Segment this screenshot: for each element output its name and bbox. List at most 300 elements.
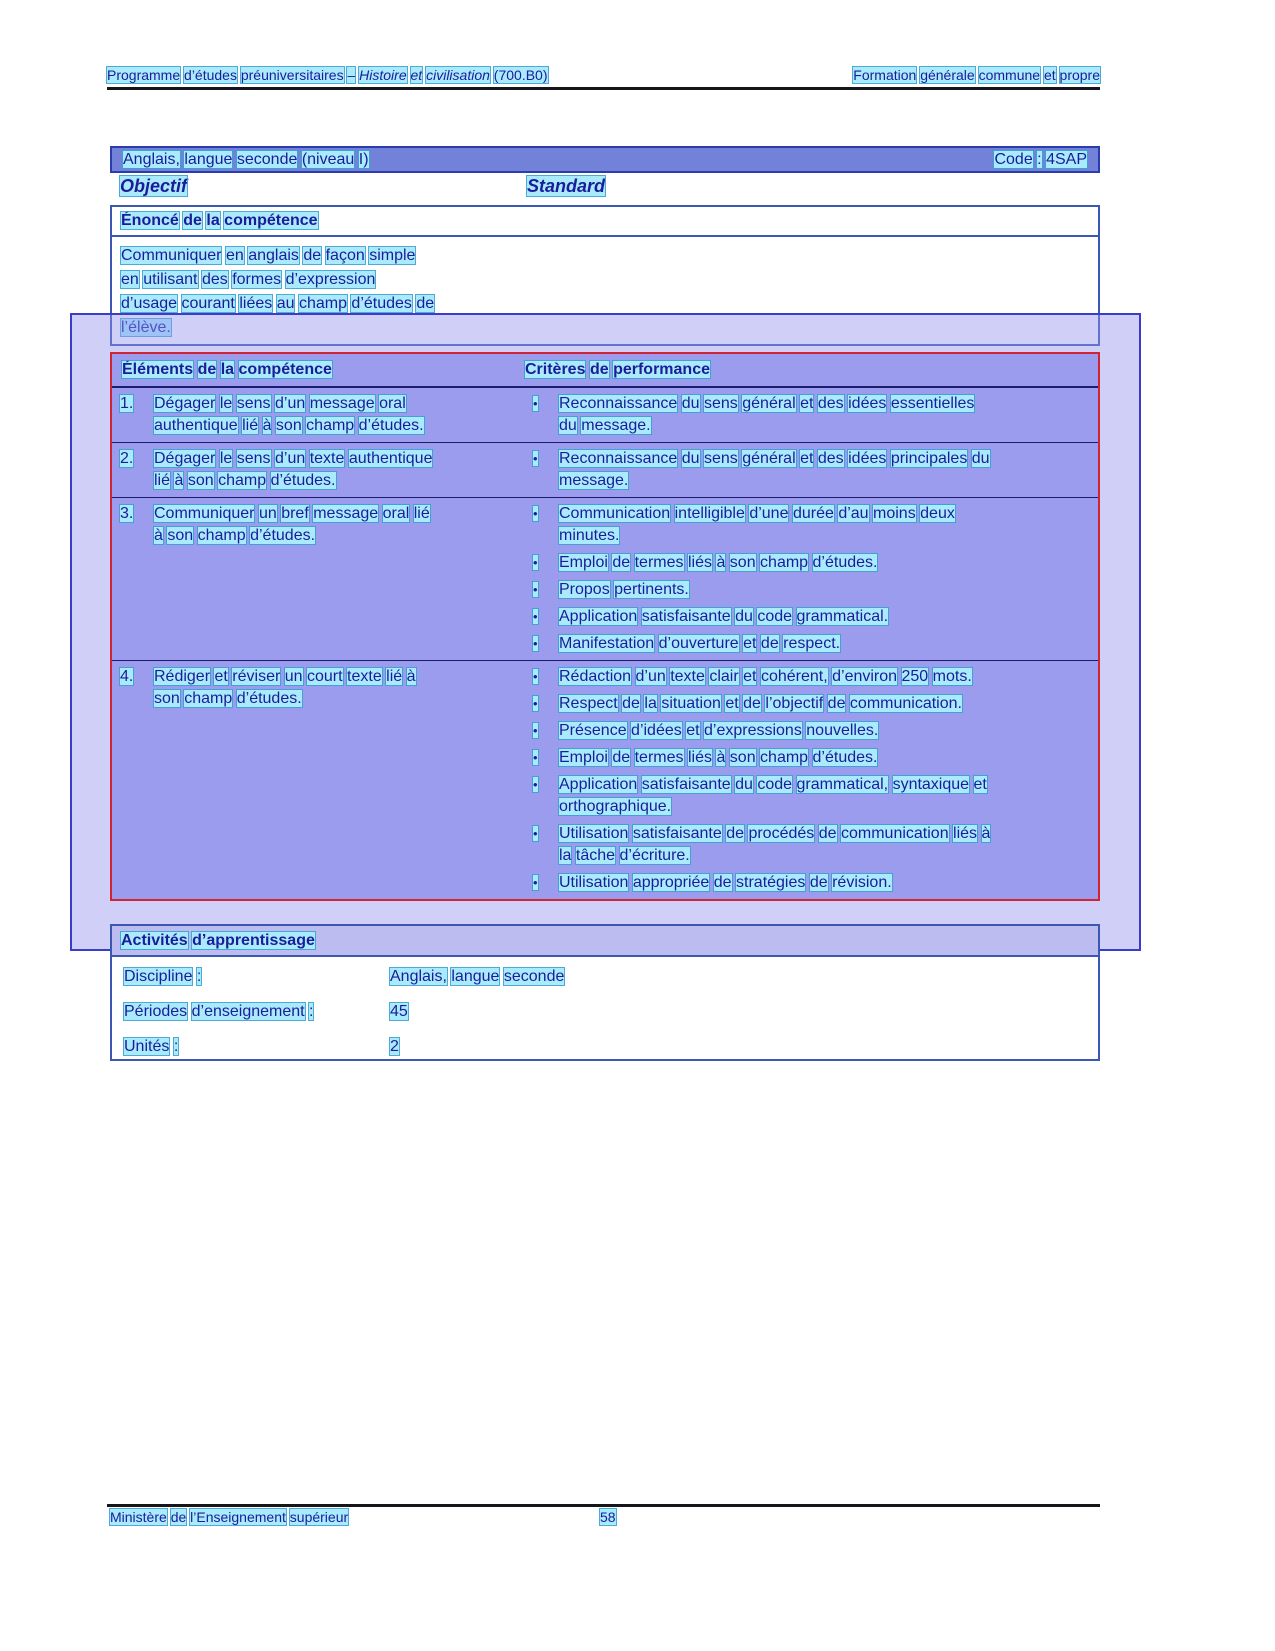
criterion	[525, 747, 1088, 769]
word: et	[1043, 67, 1056, 83]
word: de	[743, 695, 761, 712]
word: Activités	[121, 932, 188, 949]
word: texte	[670, 668, 705, 685]
bullet-icon	[525, 720, 559, 742]
criterion-line	[559, 579, 1088, 601]
enonce-line	[121, 316, 1089, 340]
table-row	[112, 443, 1098, 498]
word: champ	[298, 295, 347, 312]
criterion	[525, 774, 1088, 818]
criterion-line	[559, 552, 1088, 574]
word: •	[533, 451, 538, 466]
table-row	[112, 498, 1098, 661]
bullet-icon	[525, 503, 559, 547]
word: Utilisation	[559, 825, 629, 842]
bullet-icon	[525, 747, 559, 769]
criterion-text	[559, 503, 1088, 547]
row-number	[120, 448, 154, 492]
standard-heading	[527, 176, 605, 197]
word: d’un	[635, 668, 666, 685]
criterion-line	[559, 525, 1088, 547]
word: termes	[634, 749, 684, 766]
word: lié	[413, 505, 430, 522]
word: moins	[873, 505, 916, 522]
field-value	[390, 1036, 399, 1058]
word: de	[726, 825, 744, 842]
activites-field	[124, 1036, 1086, 1058]
word: Histoire	[359, 67, 407, 83]
word: Communiquer	[154, 505, 255, 522]
word: Dégager	[154, 395, 216, 412]
word: (700.B0)	[493, 67, 548, 83]
activites-field	[124, 966, 1086, 988]
word: Code	[994, 150, 1033, 168]
word: son	[729, 554, 756, 571]
word: d’enseignement	[191, 1003, 305, 1020]
word: •	[533, 777, 538, 792]
word: texte	[347, 668, 382, 685]
word: sens	[236, 395, 271, 412]
word: son	[187, 472, 214, 489]
word: Périodes	[124, 1003, 188, 1020]
footer-text	[110, 1509, 348, 1525]
word: minutes.	[559, 527, 620, 544]
word: 1.	[120, 395, 134, 412]
word: 58	[600, 1509, 616, 1525]
word: l’Enseignement	[190, 1509, 286, 1525]
word: à	[154, 527, 163, 544]
word: communication.	[849, 695, 962, 712]
word: langue	[184, 150, 233, 168]
criterion-line	[559, 415, 1088, 437]
doc-header-left-suffix	[494, 67, 548, 83]
word: de	[197, 361, 217, 378]
element-cell	[112, 666, 525, 894]
element-line	[154, 393, 514, 415]
word: lié	[386, 668, 403, 685]
word: un	[284, 668, 303, 685]
criterion	[525, 393, 1088, 437]
word: de	[612, 554, 631, 571]
word: •	[533, 506, 538, 521]
word: de	[170, 1509, 187, 1525]
word: performance	[613, 361, 710, 378]
word: d’ouverture	[658, 635, 739, 652]
word: •	[533, 750, 538, 765]
criterion	[525, 666, 1088, 688]
criterion-line	[559, 693, 1088, 715]
word: message.	[559, 472, 629, 489]
criterion-text	[559, 448, 1088, 492]
word: bref	[281, 505, 309, 522]
footer-rule	[107, 1504, 1100, 1507]
word: de	[809, 874, 828, 891]
word: Anglais,	[390, 968, 447, 985]
word: seconde	[503, 968, 565, 985]
word: Standard	[527, 176, 606, 196]
word: son	[167, 527, 194, 544]
word: utilisant	[143, 271, 198, 288]
row-number	[120, 393, 154, 437]
word: •	[533, 826, 538, 841]
word: Application	[559, 776, 638, 793]
bullet-icon	[525, 633, 559, 655]
word: •	[533, 669, 538, 684]
enonce-heading	[112, 207, 1098, 237]
element-cell	[112, 503, 525, 655]
word: champ	[760, 749, 809, 766]
word: Objectif	[120, 176, 188, 196]
word: et	[686, 722, 700, 739]
word: procédés	[748, 825, 815, 842]
element-line	[154, 415, 514, 437]
word: Reconnaissance	[559, 395, 678, 412]
doc-header-left	[107, 66, 548, 84]
word: message	[313, 505, 379, 522]
word: d’un	[274, 450, 306, 467]
word: cohérent,	[760, 668, 828, 685]
course-code	[994, 151, 1087, 169]
activites-body	[110, 957, 1100, 1061]
criterion-line	[559, 448, 1088, 470]
element-text	[154, 393, 514, 437]
word: Utilisation	[559, 874, 629, 891]
word: la	[206, 212, 220, 229]
criterion-line	[559, 774, 1088, 796]
word: d’apprentissage	[192, 932, 315, 949]
word: l’objectif	[765, 695, 824, 712]
word: lié	[154, 472, 171, 489]
word: texte	[309, 450, 345, 467]
word: code	[757, 776, 793, 793]
word: clair	[709, 668, 739, 685]
criterion	[525, 503, 1088, 547]
word: 3.	[120, 505, 134, 522]
activites-field	[124, 1001, 1086, 1023]
word: sens	[704, 450, 738, 467]
element-line	[154, 470, 514, 492]
word: au	[276, 295, 295, 312]
word: Éléments	[122, 361, 194, 378]
word: 250	[901, 668, 929, 685]
word: Anglais,	[123, 150, 180, 168]
word: stratégies	[736, 874, 806, 891]
criterion-text	[559, 633, 1088, 655]
word: champ	[306, 417, 355, 434]
word: code	[757, 608, 793, 625]
enonce-box	[110, 205, 1100, 346]
bullet-icon	[525, 552, 559, 574]
table-header-row	[112, 354, 1098, 388]
word: à	[262, 417, 272, 434]
word: 2.	[120, 450, 134, 467]
word: d’études.	[250, 527, 316, 544]
table-header-criteres	[525, 359, 710, 381]
word: Dégager	[154, 450, 216, 467]
word: du	[681, 395, 700, 412]
word: Programme	[107, 67, 181, 83]
criterion-text	[559, 693, 1088, 715]
word: Rédaction	[559, 668, 632, 685]
element-cell	[112, 448, 525, 492]
word: du	[971, 450, 990, 467]
word: Emploi	[559, 749, 608, 766]
word: propre	[1059, 67, 1100, 83]
word: des	[817, 450, 844, 467]
word: champ	[760, 554, 809, 571]
word: la	[559, 847, 572, 864]
field-label	[124, 966, 390, 988]
bullet-icon	[525, 579, 559, 601]
word: •	[533, 696, 538, 711]
criterion-text	[559, 823, 1088, 867]
word: d’études.	[358, 417, 424, 434]
word: satisfaisante	[641, 608, 731, 625]
word: général	[742, 450, 796, 467]
word: liées	[239, 295, 273, 312]
word: de	[622, 695, 640, 712]
word: de	[183, 212, 202, 229]
word: champ	[197, 527, 246, 544]
word: d’un	[274, 395, 306, 412]
criteria-cell	[525, 666, 1098, 894]
element-cell	[112, 393, 525, 437]
word: •	[533, 875, 538, 890]
doc-header-left-prefix	[107, 67, 355, 83]
word: façon	[325, 247, 365, 264]
criterion	[525, 606, 1088, 628]
word: d’études.	[270, 472, 336, 489]
bullet-icon	[525, 606, 559, 628]
word: 4.	[120, 668, 134, 685]
word: du	[735, 776, 753, 793]
word: d’expressions	[704, 722, 802, 739]
element-text	[154, 503, 514, 655]
word: langue	[451, 968, 500, 985]
doc-header	[107, 66, 1100, 84]
element-line	[154, 448, 514, 470]
word: pertinents.	[614, 581, 689, 598]
enonce-body	[112, 237, 1098, 347]
word: de	[589, 361, 609, 378]
criteria-cell	[525, 393, 1098, 437]
word: l’élève.	[121, 319, 171, 336]
word: d’études.	[812, 554, 878, 571]
doc-header-right	[853, 66, 1100, 84]
header-rule	[107, 87, 1100, 90]
word: des	[201, 271, 228, 288]
criterion-text	[559, 774, 1088, 818]
activites-heading	[110, 924, 1100, 957]
word: commune	[978, 67, 1041, 83]
criterion-text	[559, 393, 1088, 437]
word: civilisation	[426, 67, 490, 83]
word: de	[416, 295, 435, 312]
word: –	[347, 67, 356, 83]
word: Emploi	[559, 554, 608, 571]
field-value	[390, 966, 564, 988]
course-title	[123, 151, 369, 169]
word: courant	[181, 295, 235, 312]
table-header-elements	[112, 359, 525, 381]
criterion	[525, 872, 1088, 894]
word: liés	[687, 554, 712, 571]
word: •	[533, 396, 538, 411]
word: Unités	[124, 1038, 170, 1055]
word: •	[533, 582, 538, 597]
word: du	[681, 450, 700, 467]
word: mots.	[932, 668, 972, 685]
criterion-line	[559, 666, 1088, 688]
word: oral	[382, 505, 410, 522]
enonce-line	[121, 292, 1089, 316]
word: lié	[242, 417, 259, 434]
word: de	[612, 749, 631, 766]
criterion-line	[559, 747, 1088, 769]
competence-table	[110, 352, 1100, 901]
word: de	[713, 874, 732, 891]
element-line	[154, 525, 514, 547]
word: d’au	[838, 505, 869, 522]
criterion-line	[559, 823, 1088, 845]
criterion-line	[559, 470, 1088, 492]
word: sens	[704, 395, 738, 412]
word: :	[173, 1038, 179, 1055]
criteria-cell	[525, 503, 1098, 655]
bullet-icon	[525, 872, 559, 894]
word: et	[214, 668, 228, 685]
word: authentique	[154, 417, 238, 434]
word: respect.	[783, 635, 841, 652]
word: général	[742, 395, 796, 412]
word: Ministère	[110, 1509, 167, 1525]
word: du	[559, 417, 577, 434]
word: le	[219, 395, 233, 412]
word: idées	[848, 450, 887, 467]
field-value	[390, 1001, 408, 1023]
word: d’études.	[236, 690, 302, 707]
word: orthographique.	[559, 798, 672, 815]
word: I)	[358, 150, 369, 168]
element-text	[154, 448, 514, 492]
criterion-text	[559, 720, 1088, 742]
criteria-cell	[525, 448, 1098, 492]
word: idées	[848, 395, 887, 412]
word: :	[309, 1003, 314, 1020]
word: termes	[634, 554, 684, 571]
element-line	[154, 666, 514, 688]
bullet-icon	[525, 823, 559, 867]
word: Discipline	[124, 968, 193, 985]
word: :	[1037, 150, 1042, 168]
word: liés	[687, 749, 712, 766]
criterion	[525, 448, 1088, 492]
word: syntaxique	[892, 776, 970, 793]
word: d’usage	[121, 295, 178, 312]
word: appropriée	[632, 874, 710, 891]
word: Formation	[853, 67, 917, 83]
word: des	[817, 395, 844, 412]
word: •	[533, 609, 538, 624]
word: Manifestation	[559, 635, 655, 652]
word: et	[410, 67, 423, 83]
objectif-heading	[120, 176, 187, 197]
word: révision.	[832, 874, 892, 891]
word: durée	[792, 505, 834, 522]
word: message.	[581, 417, 651, 434]
word: la	[644, 695, 657, 712]
criterion-text	[559, 747, 1088, 769]
criterion	[525, 823, 1088, 867]
word: et	[743, 635, 757, 652]
word: liés	[953, 825, 978, 842]
word: Application	[559, 608, 638, 625]
word: Communication	[559, 505, 671, 522]
word: à	[716, 554, 726, 571]
word: à	[981, 825, 991, 842]
word: seconde	[236, 150, 298, 168]
word: Reconnaissance	[559, 450, 678, 467]
word: champ	[218, 472, 267, 489]
word: Propos	[559, 581, 610, 598]
criterion-line	[559, 393, 1088, 415]
row-number	[120, 666, 154, 894]
word: •	[533, 636, 538, 651]
word: de	[760, 635, 779, 652]
word: son	[154, 690, 180, 707]
element-line	[154, 688, 514, 710]
criterion	[525, 693, 1088, 715]
word: et	[800, 395, 814, 412]
word: •	[533, 723, 538, 738]
word: intelligible	[674, 505, 745, 522]
word: d’études.	[812, 749, 878, 766]
criterion	[525, 579, 1088, 601]
bullet-icon	[525, 774, 559, 818]
enonce-line	[121, 268, 1089, 292]
word: situation	[661, 695, 721, 712]
word: réviser	[232, 668, 281, 685]
title-bar	[110, 146, 1100, 173]
criterion	[525, 633, 1088, 655]
word: Respect	[559, 695, 618, 712]
word: d’une	[749, 505, 789, 522]
criterion	[525, 720, 1088, 742]
word: formes	[232, 271, 282, 288]
word: court	[307, 668, 343, 685]
doc-header-left-italic	[359, 67, 490, 83]
word: supérieur	[289, 1509, 349, 1525]
word: d’études	[184, 67, 237, 83]
word: un	[258, 505, 277, 522]
field-label	[124, 1036, 390, 1058]
criterion-line	[559, 720, 1088, 742]
word: Énoncé	[121, 212, 179, 229]
word: (niveau	[301, 150, 355, 168]
word: d’idées	[631, 722, 682, 739]
criterion-text	[559, 579, 1088, 601]
row-number	[120, 503, 154, 655]
word: et	[973, 776, 987, 793]
field-label	[124, 1001, 390, 1023]
word: et	[743, 668, 757, 685]
table-row	[112, 661, 1098, 899]
word: en	[225, 247, 244, 264]
criterion-line	[559, 796, 1088, 818]
word: grammatical.	[796, 608, 889, 625]
bullet-icon	[525, 393, 559, 437]
word: le	[219, 450, 233, 467]
